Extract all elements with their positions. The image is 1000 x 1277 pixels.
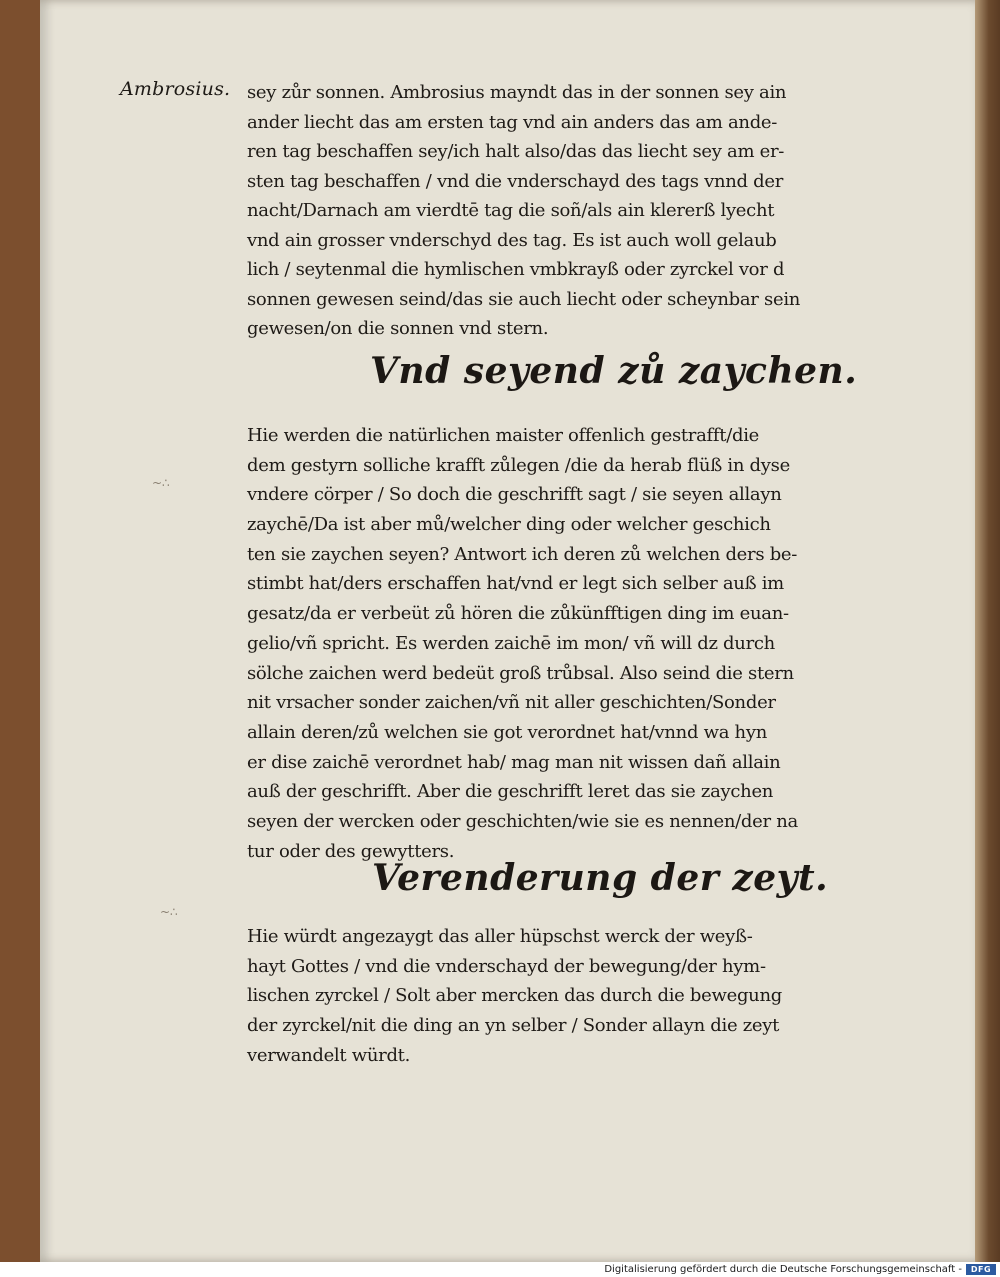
margin-smudge-mark: ~∴ <box>160 905 178 919</box>
text-line: gelio/vñ spricht. Es werden zaichē im mon/ vñ will dz durch <box>247 632 775 654</box>
text-line: Hie würdt angezaygt das aller hüpschst werck der weyß- <box>247 926 753 947</box>
text-line: zaychē/Da ist aber mů/welcher ding oder welcher geschich <box>247 514 771 536</box>
marginal-note: Ambrosius. <box>120 78 231 100</box>
text-line: gesatz/da er verbeüt zů hören die zůkünfftigen ding im euan- <box>247 603 789 625</box>
text-line: lich / seytenmal die hymlischen vmbkrayß oder zyrckel vor d <box>247 259 785 280</box>
text-line: tur oder des gewytters. <box>247 840 455 862</box>
paragraph-2 <box>247 421 897 866</box>
funding-credit: Digitalisierung gefördert durch die Deutsche Forschungsgemeinschaft - <box>604 1264 962 1275</box>
text-line: der zyrckel/nit die ding an yn selber / Sonder allayn die zeyt <box>247 1015 780 1037</box>
text-line: stimbt hat/ders erschaffen hat/vnd er legt sich selber auß im <box>247 573 784 595</box>
text-line: gewesen/on die sonnen vnd stern. <box>247 318 549 339</box>
paragraph-1 <box>247 78 897 344</box>
text-line: sonnen gewesen seind/das sie auch liecht oder scheynbar sein <box>247 288 801 310</box>
margin-smudge-mark: ~∴ <box>152 476 170 490</box>
text-line: nit vrsacher sonder zaichen/vñ nit aller geschichten/Sonder <box>247 692 776 714</box>
text-line: seyen der wercken oder geschichten/wie sie es nennen/der na <box>247 810 798 832</box>
text-line: nacht/Darnach am vierdtē tag die soñ/als ain klererß lyecht <box>247 200 775 221</box>
text-line: sölche zaichen werd bedeüt groß trůbsal. Also seind die stern <box>247 662 794 684</box>
text-line: sey zůr sonnen. Ambrosius mayndt das in der sonnen sey ain <box>247 82 787 103</box>
text-line: auß der geschrifft. Aber die geschrifft leret das sie zaychen <box>247 781 774 803</box>
text-line: ten sie zaychen seyen? Antwort ich deren zů welchen ders be- <box>247 543 798 565</box>
section-heading-2: Verenderung der zeyt. <box>372 857 829 899</box>
text-line: verwandelt würdt. <box>247 1044 411 1066</box>
paragraph-3 <box>247 922 902 1070</box>
text-line: vnd ain grosser vnderschyd des tag. Es ist auch woll gelaub <box>247 229 777 251</box>
text-line: Hie werden die natürlichen maister offenlich gestrafft/die <box>247 425 760 446</box>
dfg-logo-icon: DFG <box>966 1264 996 1275</box>
text-line: lischen zyrckel / Solt aber mercken das durch die bewegung <box>247 985 782 1007</box>
text-line: allain deren/zů welchen sie got verordnet hat/vnnd wa hyn <box>247 721 768 743</box>
text-line: vndere cörper / So doch die geschrifft sagt / sie seyen allayn <box>247 484 782 506</box>
digitization-footer <box>0 1262 1000 1277</box>
text-line: dem gestyrn solliche krafft zůlegen /die da herab flüß in dyse <box>247 454 790 476</box>
text-line: hayt Gottes / vnd die vnderschayd der bewegung/der hym- <box>247 955 766 977</box>
text-line: ren tag beschaffen sey/ich halt also/das das liecht sey am er- <box>247 141 785 162</box>
section-heading-1: Vnd seyend zů zaychen. <box>370 350 858 392</box>
text-line: ander liecht das am ersten tag vnd ain anders das am ande- <box>247 111 778 133</box>
text-line: er dise zaichē verordnet hab/ mag man nit wissen dañ allain <box>247 751 781 773</box>
book-edge <box>975 0 1000 1262</box>
text-line: sten tag beschaffen / vnd die vnderschayd des tags vnnd der <box>247 170 784 192</box>
